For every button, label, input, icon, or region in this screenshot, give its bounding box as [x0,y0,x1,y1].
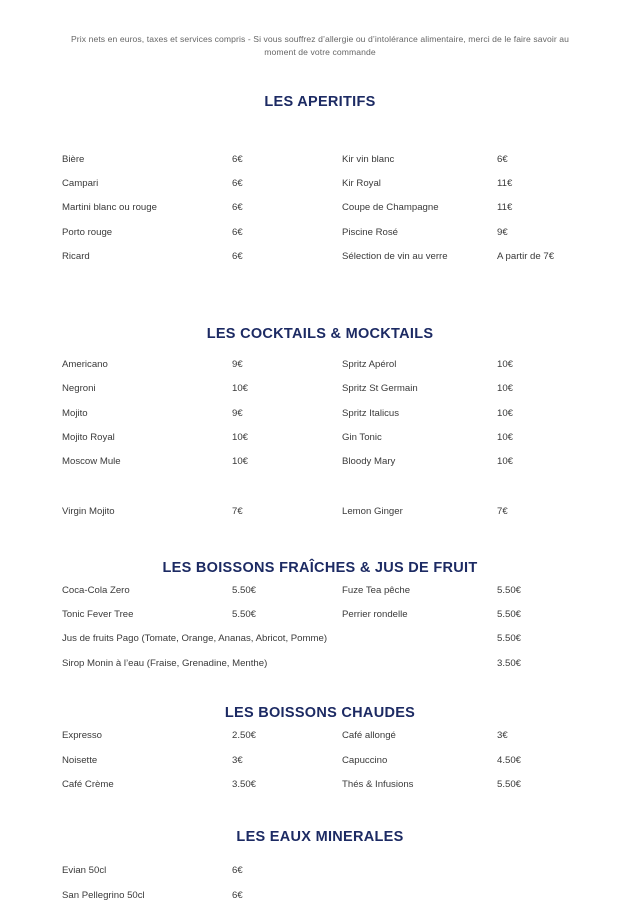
item-name: Spritz Apérol [342,359,397,371]
item-name: Expresso [62,730,102,742]
item-list-hot-drinks [58,721,582,804]
item-price: 10€ [497,383,514,395]
item-price: 6€ [497,153,508,165]
item-name: Porto rouge [62,226,113,238]
item-price: 5.50€ [497,779,522,791]
item-price: A partir de 7€ [497,250,555,262]
menu-row [58,360,582,384]
item-list-aperitifs [58,110,582,276]
item-name: San Pellegrino 50cl [62,889,145,901]
item-price: 2.50€ [232,730,257,742]
menu-row [58,634,582,659]
item-list-cocktails [58,342,582,481]
item-name: Lemon Ginger [342,505,403,517]
item-name: Mojito Royal [62,432,115,443]
item-name: Kir Royal [342,177,381,189]
section-title-aperitifs: LES APERITIFS [264,93,376,110]
item-price: 7€ [232,505,243,517]
item-price: 5.50€ [497,609,522,621]
item-price: 11€ [497,177,513,189]
item-name: Fuze Tea pêche [342,584,411,596]
item-price: 9€ [497,226,508,238]
item-price: 3€ [497,730,508,742]
item-price: 10€ [232,432,249,443]
menu-row [58,780,582,804]
item-name: Moscow Mule [62,456,121,468]
menu-row [58,409,582,433]
item-price: 6€ [232,202,243,214]
section-title-fresh-drinks: LES BOISSONS FRAÎCHES & JUS DE FRUIT [162,559,478,576]
item-price: 9€ [232,359,243,371]
item-name: Negroni [62,383,96,395]
menu-row [58,659,582,684]
price-disclaimer: Prix nets en euros, taxes et services compris - Si vous souffrez d’allergie ou d’intolérance alimentaire, merci de le faire savoir au moment de votre commande [70,34,569,58]
item-price: 6€ [232,226,243,238]
menu-row [58,203,582,227]
item-name: Sélection de vin au verre [342,250,448,262]
item-list-fresh-drinks [58,576,582,684]
item-price: 6€ [232,865,243,877]
item-name: Evian 50cl [62,865,107,877]
item-name: Tonic Fever Tree [62,609,134,621]
item-price: 10€ [232,383,249,395]
item-name: Americano [62,359,108,371]
item-price: 3.50€ [232,779,257,791]
item-price: 4.50€ [497,754,522,766]
item-price: 10€ [497,359,514,371]
item-name: Capuccino [342,754,388,766]
menu-row [58,252,582,276]
item-price: 5.50€ [497,633,522,645]
menu-row [58,384,582,408]
menu-row [58,610,582,634]
item-price: 6€ [232,177,243,189]
item-price: 10€ [497,407,514,419]
item-name: Virgin Mojito [62,505,115,517]
item-name: Bloody Mary [342,456,396,468]
item-price: 5.50€ [497,584,522,596]
item-name: Mojito [62,407,88,419]
item-name: Café Crème [62,779,114,791]
item-price: 5.50€ [232,609,257,621]
item-price: 10€ [497,432,514,443]
item-price: 6€ [232,250,243,262]
menu-row [58,228,582,252]
item-price: 6€ [232,889,243,901]
menu-row [58,731,582,755]
item-price: 10€ [497,456,514,468]
item-name: Ricard [62,250,90,262]
menu-row [58,507,582,531]
item-name: Perrier rondelle [342,609,408,621]
item-name: Gin Tonic [342,432,382,443]
item-name: Café allongé [342,730,396,742]
item-price: 6€ [232,153,243,165]
item-name: Coca-Cola Zero [62,584,130,596]
item-price: 11€ [497,202,513,214]
section-title-mineral-waters: LES EAUX MINERALES [236,829,404,846]
item-price: 3€ [232,754,243,766]
item-price: 3.50€ [497,657,522,669]
menu-row [58,155,582,179]
item-name: Bière [62,153,85,165]
item-price: 7€ [497,505,508,517]
section-title-cocktails: LES COCKTAILS & MOCKTAILS [206,326,434,343]
item-name: Campari [62,177,99,189]
item-price: 10€ [232,456,249,468]
item-name: Spritz St Germain [342,383,418,395]
item-price: 5.50€ [232,584,257,596]
item-name: Kir vin blanc [342,153,395,165]
menu-row [58,457,582,481]
item-name: Noisette [62,754,98,766]
item-name: Piscine Rosé [342,226,398,238]
item-name: Thés & Infusions [342,779,414,791]
item-list-mocktails [58,482,582,531]
item-name: Jus de fruits Pago (Tomate, Orange, Ananas, Abricot, Pomme) [62,633,328,645]
item-name: Martini blanc ou rouge [62,202,157,214]
item-name: Coupe de Champagne [342,202,439,214]
section-title-hot-drinks: LES BOISSONS CHAUDES [224,705,416,722]
item-name: Sirop Monin à l’eau (Fraise, Grenadine, Menthe) [62,657,268,669]
menu-row [58,866,582,890]
item-price: 9€ [232,407,243,419]
menu-row [58,756,582,780]
menu-row [58,179,582,203]
menu-row [58,891,582,915]
menu-row [58,433,582,457]
item-name: Spritz Italicus [342,407,400,419]
menu-row [58,586,582,610]
